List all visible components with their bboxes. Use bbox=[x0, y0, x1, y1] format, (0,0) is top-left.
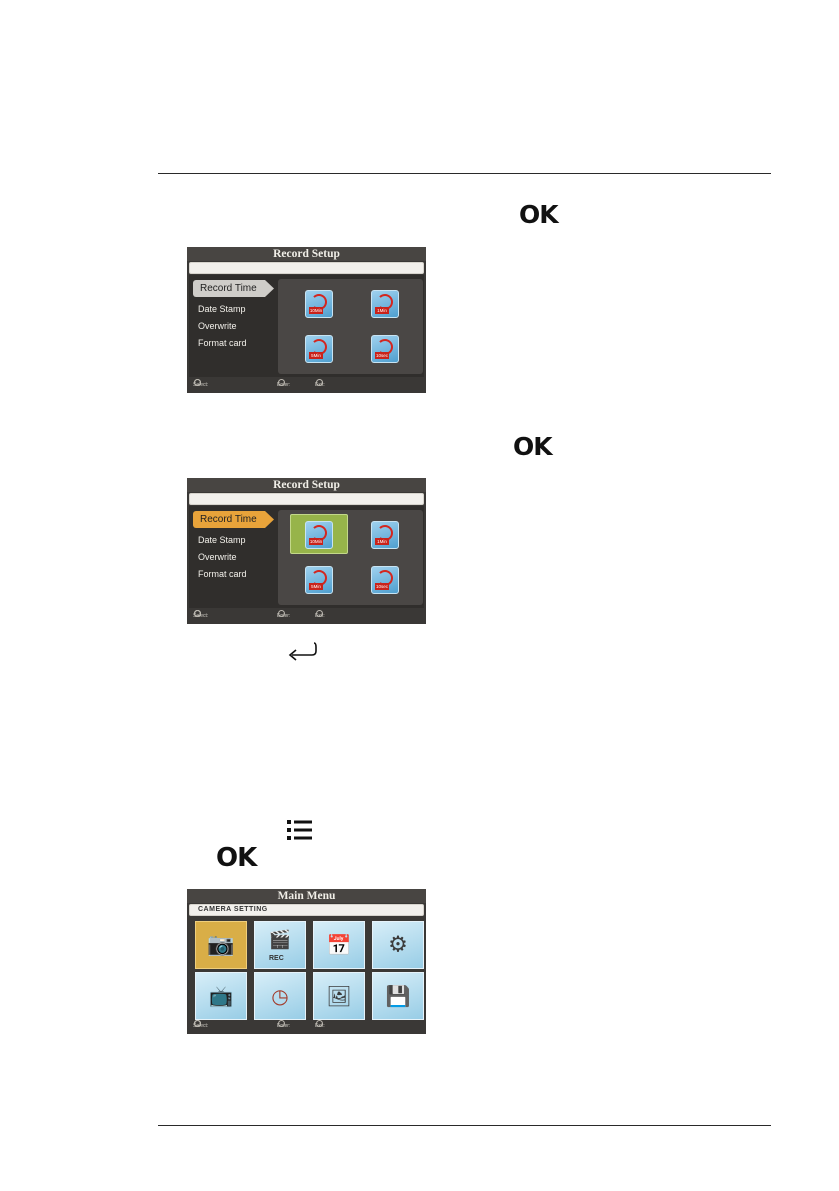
settings-tile[interactable] bbox=[372, 921, 424, 969]
ok-key-icon bbox=[278, 1020, 285, 1027]
back-key-icon bbox=[316, 379, 323, 386]
gear-icon: ⚙ bbox=[388, 932, 408, 958]
sd-card-icon: 💾 bbox=[385, 984, 411, 1008]
clock-icon: ◷ bbox=[271, 984, 289, 1008]
bottom-rule bbox=[158, 1125, 771, 1126]
ok-key-icon bbox=[278, 379, 285, 386]
return-arrow-icon bbox=[286, 641, 318, 663]
calendar-tile[interactable] bbox=[313, 921, 365, 969]
sd-card-tile[interactable] bbox=[372, 972, 424, 1020]
menu-item-date-stamp[interactable]: Date Stamp bbox=[198, 304, 246, 314]
timer-1min-icon[interactable]: 1Min bbox=[371, 290, 399, 318]
timer-10min-icon[interactable]: 10Min bbox=[305, 290, 333, 318]
footer-select-label: Select: bbox=[193, 382, 209, 388]
calendar-icon: 📅 bbox=[326, 933, 352, 957]
top-rule bbox=[158, 173, 771, 174]
menu-item-format-card[interactable]: Format card bbox=[198, 569, 247, 579]
menu-item-record-time: Record Time bbox=[200, 514, 257, 525]
ok-button-icon: OK bbox=[513, 432, 552, 461]
back-key-icon bbox=[316, 1020, 323, 1027]
footer-select-label: Select: bbox=[193, 613, 209, 619]
record-tile[interactable] bbox=[254, 921, 306, 969]
timer-10sec-icon[interactable]: 10sec bbox=[371, 335, 399, 363]
menu-selection-highlight[interactable] bbox=[193, 280, 265, 297]
timer-10min-icon[interactable]: 10Min bbox=[305, 521, 333, 549]
film-clapper-icon: 🎬 bbox=[268, 929, 292, 951]
record-setup-screen-1 bbox=[187, 247, 426, 393]
footer-exit-label: Exit: bbox=[315, 382, 325, 388]
menu-item-date-stamp[interactable]: Date Stamp bbox=[198, 535, 246, 545]
main-menu-screen bbox=[187, 889, 426, 1034]
clock-tile[interactable] bbox=[254, 972, 306, 1020]
display-icon: 📺 bbox=[208, 984, 234, 1008]
up-key-icon bbox=[194, 610, 201, 617]
info-strip bbox=[189, 262, 424, 274]
list-menu-icon bbox=[286, 819, 314, 841]
screen-footer bbox=[191, 610, 422, 622]
up-key-icon bbox=[194, 379, 201, 386]
screen-body bbox=[189, 275, 424, 377]
ok-button-icon: OK bbox=[519, 200, 558, 229]
screen-title: Record Setup bbox=[187, 247, 426, 261]
display-tile[interactable] bbox=[195, 972, 247, 1020]
menu-item-overwrite[interactable]: Overwrite bbox=[198, 321, 237, 331]
menu-selection-highlight[interactable] bbox=[193, 511, 265, 528]
screen-body bbox=[189, 506, 424, 608]
screen-title: Record Setup bbox=[187, 478, 426, 492]
timer-5min-icon[interactable]: 5Min bbox=[305, 335, 333, 363]
camera-settings-tile[interactable] bbox=[195, 921, 247, 969]
options-panel bbox=[278, 279, 423, 374]
gallery-icon: 🖼 bbox=[326, 984, 352, 1008]
screen-footer bbox=[191, 1020, 422, 1032]
back-key-icon bbox=[316, 610, 323, 617]
menu-item-format-card[interactable]: Format card bbox=[198, 338, 247, 348]
selection-arrow bbox=[265, 511, 275, 528]
ok-key-icon bbox=[278, 610, 285, 617]
footer-select-label: Select: bbox=[193, 1023, 209, 1029]
camera-settings-icon: 📷 bbox=[207, 932, 235, 958]
ok-button-icon: OK bbox=[216, 843, 257, 873]
footer-exit-label: Exit: bbox=[315, 1023, 325, 1029]
gallery-tile[interactable] bbox=[313, 972, 365, 1020]
options-panel bbox=[278, 510, 423, 605]
menu-item-overwrite[interactable]: Overwrite bbox=[198, 552, 237, 562]
screen-title: Main Menu bbox=[187, 889, 426, 903]
timer-10sec-icon[interactable]: 10sec bbox=[371, 566, 399, 594]
info-strip bbox=[189, 493, 424, 505]
screen-footer bbox=[191, 379, 422, 391]
selection-arrow bbox=[265, 280, 275, 297]
timer-5min-icon[interactable]: 5Min bbox=[305, 566, 333, 594]
footer-enter-label: Enter: bbox=[277, 382, 291, 388]
camera-setting-strip: CAMERA SETTING bbox=[189, 904, 424, 916]
up-key-icon bbox=[194, 1020, 201, 1027]
footer-enter-label: Enter: bbox=[277, 613, 291, 619]
record-setup-screen-2 bbox=[187, 478, 426, 624]
footer-enter-label: Enter: bbox=[277, 1023, 291, 1029]
screen-body bbox=[189, 917, 424, 1018]
menu-item-record-time: Record Time bbox=[200, 283, 257, 294]
rec-label: REC bbox=[269, 955, 284, 962]
timer-1min-icon[interactable]: 1Min bbox=[371, 521, 399, 549]
footer-exit-label: Exit: bbox=[315, 613, 325, 619]
